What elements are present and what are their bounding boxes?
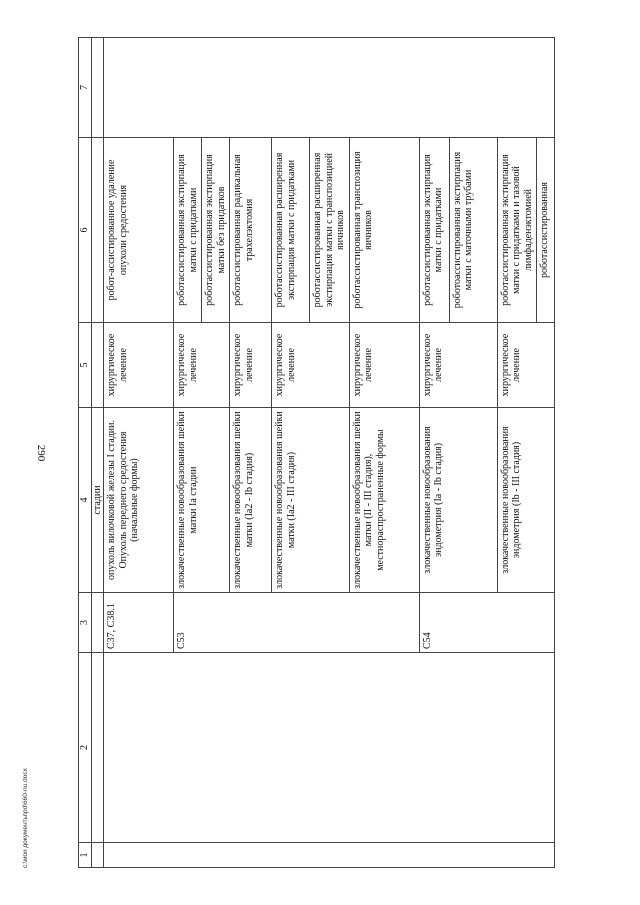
cell-model: злокачественные новообразования шейки матки (Ia2 - III стадия) [272, 408, 350, 593]
cell-method: роботассистированная экстирпация матки с придатками [174, 138, 202, 323]
cell-method: роботассистированная экстирпация матки без придатков [202, 138, 230, 323]
cell-treatment: хирургическое лечение [419, 323, 497, 408]
cell-col1 [104, 843, 555, 868]
rotated-table-page [78, 38, 588, 868]
cell-method: роботассистированная расширенная экстирпация матки с придатками [272, 138, 310, 323]
carry-over-text: стадии [91, 408, 104, 593]
cell-model: злокачественные новообразования шейки матки Ia стадии [174, 408, 230, 593]
col-number-1: 1 [79, 843, 92, 868]
footer-file-path: c:\мои документы\pd\660-nu.docx [22, 768, 29, 868]
cell-col2 [104, 653, 555, 843]
cell-treatment: хирургическое лечение [104, 323, 174, 408]
cell-model: злокачественные новообразования эндометрия (Ib - III стадия) [497, 408, 555, 593]
cell-model: злокачественные новообразования шейки матки (II - III стадия), местнораспространенные формы [349, 408, 419, 593]
col-number-4: 4 [79, 408, 92, 593]
carry-cell-7 [91, 38, 104, 138]
cell-treatment: хирургическое лечение [497, 323, 555, 408]
cell-method: роботоассистированная экстирпация матки с маточными трубами [449, 138, 497, 323]
col-number-3: 3 [79, 593, 92, 653]
cell-code: C37, C38.1 [104, 593, 174, 653]
cell-treatment: хирургическое лечение [174, 323, 230, 408]
cell-method: роботассистированная экстирпация матки с придатками и тазовой лимфаденэктомией [497, 138, 537, 323]
carry-cell-2 [91, 653, 104, 843]
carry-over-row [91, 38, 104, 868]
cell-method: роботассистированная транспозиция яичников [349, 138, 419, 323]
cell-method: роботассистированная радикальная трахелэктомия [230, 138, 272, 323]
col-number-5: 5 [79, 323, 92, 408]
cell-treatment: хирургическое лечение [272, 323, 350, 408]
cell-method: робот-ассистированное удаление опухоли средостения [104, 138, 174, 323]
page-number: 290 [35, 444, 47, 462]
cell-code: C54 [419, 593, 555, 653]
cell-model: опухоль вилочковой железы I стадии. Опухоль переднего средостения (начальные формы) [104, 408, 174, 593]
table-row [104, 38, 174, 868]
cell-method: роботассистированная расширенная экстирпация матки с транспозицией яичников [310, 138, 350, 323]
cell-treatment: хирургическое лечение [349, 323, 419, 408]
carry-cell-3 [91, 593, 104, 653]
cell-model: злокачественные новообразования шейки матки (Ia2 - Ib стадия) [230, 408, 272, 593]
column-number-row [79, 38, 92, 868]
col-number-7: 7 [79, 38, 92, 138]
col-number-2: 2 [79, 653, 92, 843]
carry-cell-6 [91, 138, 104, 323]
medical-care-table [78, 37, 555, 868]
cell-col7 [104, 38, 555, 138]
carry-cell-5 [91, 323, 104, 408]
cell-method: роботассистированная экстирпация матки с придатками [419, 138, 449, 323]
cell-model: злокачественные новообразования эндометрия (Ia - Ib стадия) [419, 408, 497, 593]
cell-method: роботассистированная [537, 138, 555, 323]
carry-cell-1 [91, 843, 104, 868]
col-number-6: 6 [79, 138, 92, 323]
cell-code: C53 [174, 593, 420, 653]
cell-treatment: хирургическое лечение [230, 323, 272, 408]
